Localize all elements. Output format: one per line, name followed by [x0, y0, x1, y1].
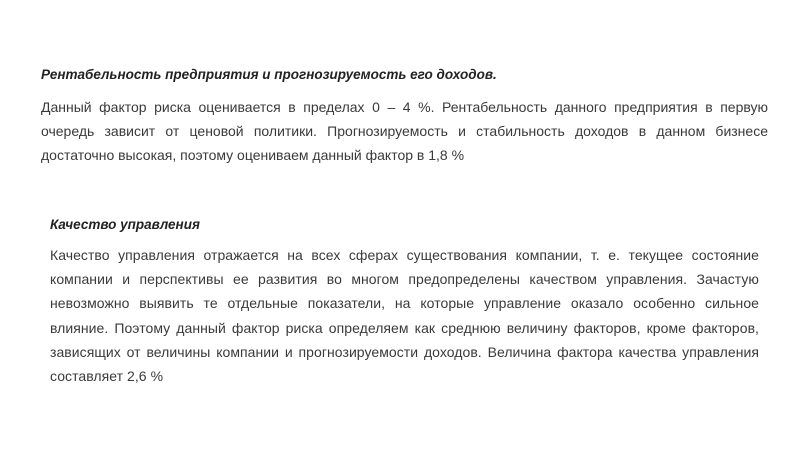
profitability-heading: Рентабельность предприятия и прогнозируемость его доходов.	[41, 67, 497, 82]
profitability-section	[41, 64, 768, 167]
management-quality-paragraph: Качество управления отражается на всех сферах существования компании, т. е. текущее состояние компании и перспективы ее развития во многом предопределены качеством управления. Зачастую невозможно выявить те отдельные показатели, на которые управление оказало особенно сильное влияние. Поэтому данный фактор риска определяем как среднюю величину факторов, кроме факторов, зависящих от величины компании и прогнозируемости доходов. Величина фактора качества управления составляет 2,6 %	[50, 247, 759, 385]
management-quality-section	[50, 214, 759, 388]
profitability-paragraph: Данный фактор риска оценивается в пределах 0 – 4 %. Рентабельность данного предприятия в первую очередь зависит от ценовой политики. Прогнозируемость и стабильность доходов в данном бизнесе достаточно высокая, поэтому оцениваем данный фактор в 1,8 %	[41, 99, 768, 163]
management-quality-heading: Качество управления	[50, 217, 200, 232]
